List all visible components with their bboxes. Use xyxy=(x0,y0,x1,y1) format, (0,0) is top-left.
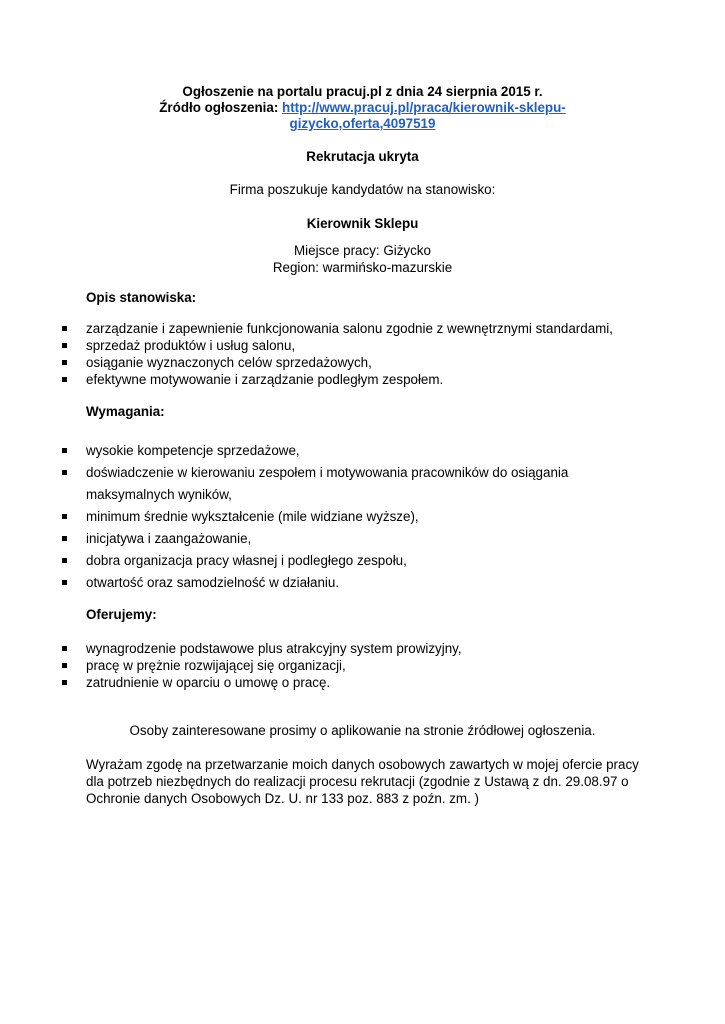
source-label: Źródło ogłoszenia: xyxy=(159,100,279,115)
list-item xyxy=(0,462,568,484)
consent-line: Ochronie danych Osobowych Dz. U. nr 133 poz. 883 z poźn. zm. ) xyxy=(86,791,479,806)
list-item-text: zatrudnienie w oparciu o umowę o pracę. xyxy=(86,675,331,690)
offer-list xyxy=(0,640,462,691)
workplace: Miejsce pracy: Giżycko xyxy=(294,243,431,258)
list-item-text: minimum średnie wykształcenie (mile widziane wyższe), xyxy=(86,509,419,524)
list-item xyxy=(0,528,568,550)
list-item xyxy=(0,640,462,657)
source-link-part2[interactable]: gizycko,oferta,4097519 xyxy=(289,116,436,131)
list-item xyxy=(0,572,568,594)
bullet-icon xyxy=(62,680,67,685)
bullet-icon xyxy=(62,360,67,365)
list-item-text: pracę w prężnie rozwijającej się organizacji, xyxy=(86,658,346,673)
list-item-text: wysokie kompetencje sprzedażowe, xyxy=(86,443,300,458)
bullet-icon xyxy=(62,536,67,541)
bullet-icon xyxy=(62,448,67,453)
list-item-text: osiąganie wyznaczonych celów sprzedażowych, xyxy=(86,355,372,370)
consent-paragraph xyxy=(86,756,639,807)
list-item-text: doświadczenie w kierowaniu zespołem i motywowania pracowników do osiągania xyxy=(86,465,569,480)
apply-note: Osoby zainteresowane prosimy o aplikowanie na stronie źródłowej ogłoszenia. xyxy=(129,723,596,738)
list-item-text: sprzedaż produktów i usług salonu, xyxy=(86,338,296,353)
bullet-icon xyxy=(62,663,67,668)
position-title: Kierownik Sklepu xyxy=(306,216,419,231)
bullet-icon xyxy=(62,646,67,651)
description-list xyxy=(0,320,613,388)
list-item-text: otwartość oraz samodzielność w działaniu. xyxy=(86,575,340,590)
list-item xyxy=(0,337,613,354)
list-item xyxy=(0,354,613,371)
list-item-text: dobra organizacja pracy własnej i podległego zespołu, xyxy=(86,553,407,568)
offer-heading: Oferujemy: xyxy=(86,607,157,622)
list-item-text: maksymalnych wyników, xyxy=(86,487,232,502)
bullet-icon xyxy=(62,580,67,585)
list-item-text: inicjatywa i zaangażowanie, xyxy=(86,531,252,546)
source-link-continuation xyxy=(0,116,725,132)
source-link-part1[interactable]: http://www.pracuj.pl/praca/kierownik-sklepu- xyxy=(282,100,566,115)
ad-title-line: Ogłoszenie na portalu pracuj.pl z dnia 24 sierpnia 2015 r. xyxy=(182,84,543,99)
consent-line: dla potrzeb niezbędnych do realizacji procesu rekrutacji (zgodnie z Ustawą z dn. 29.08.97 o xyxy=(86,774,629,789)
bullet-icon xyxy=(62,377,67,382)
consent-line: Wyrażam zgodę na przetwarzanie moich danych osobowych zawartych w mojej ofercie pracy xyxy=(86,757,639,772)
list-item-text: wynagrodzenie podstawowe plus atrakcyjny system prowizyjny, xyxy=(86,641,462,656)
source-line xyxy=(0,100,725,116)
list-item-text: zarządzanie i zapewnienie funkcjonowania salonu zgodnie z wewnętrznymi standardami, xyxy=(86,321,613,336)
list-item xyxy=(0,371,613,388)
list-item xyxy=(0,657,462,674)
requirements-heading: Wymagania: xyxy=(86,404,165,419)
bullet-icon xyxy=(62,558,67,563)
intro-text: Firma poszukuje kandydatów na stanowisko: xyxy=(229,182,496,197)
region: Region: warmińsko-mazurskie xyxy=(272,260,453,275)
list-item-text: efektywne motywowanie i zarządzanie podległym zespołem. xyxy=(86,372,444,387)
recruitment-type: Rekrutacja ukryta xyxy=(306,149,419,164)
requirements-list xyxy=(0,440,568,594)
bullet-icon xyxy=(62,470,67,475)
bullet-icon xyxy=(62,326,67,331)
list-item xyxy=(0,320,613,337)
list-item-continuation xyxy=(0,484,568,506)
list-item xyxy=(0,440,568,462)
description-heading: Opis stanowiska: xyxy=(86,290,197,305)
bullet-icon xyxy=(62,514,67,519)
bullet-icon xyxy=(62,343,67,348)
list-item xyxy=(0,550,568,572)
list-item xyxy=(0,674,462,691)
list-item xyxy=(0,506,568,528)
